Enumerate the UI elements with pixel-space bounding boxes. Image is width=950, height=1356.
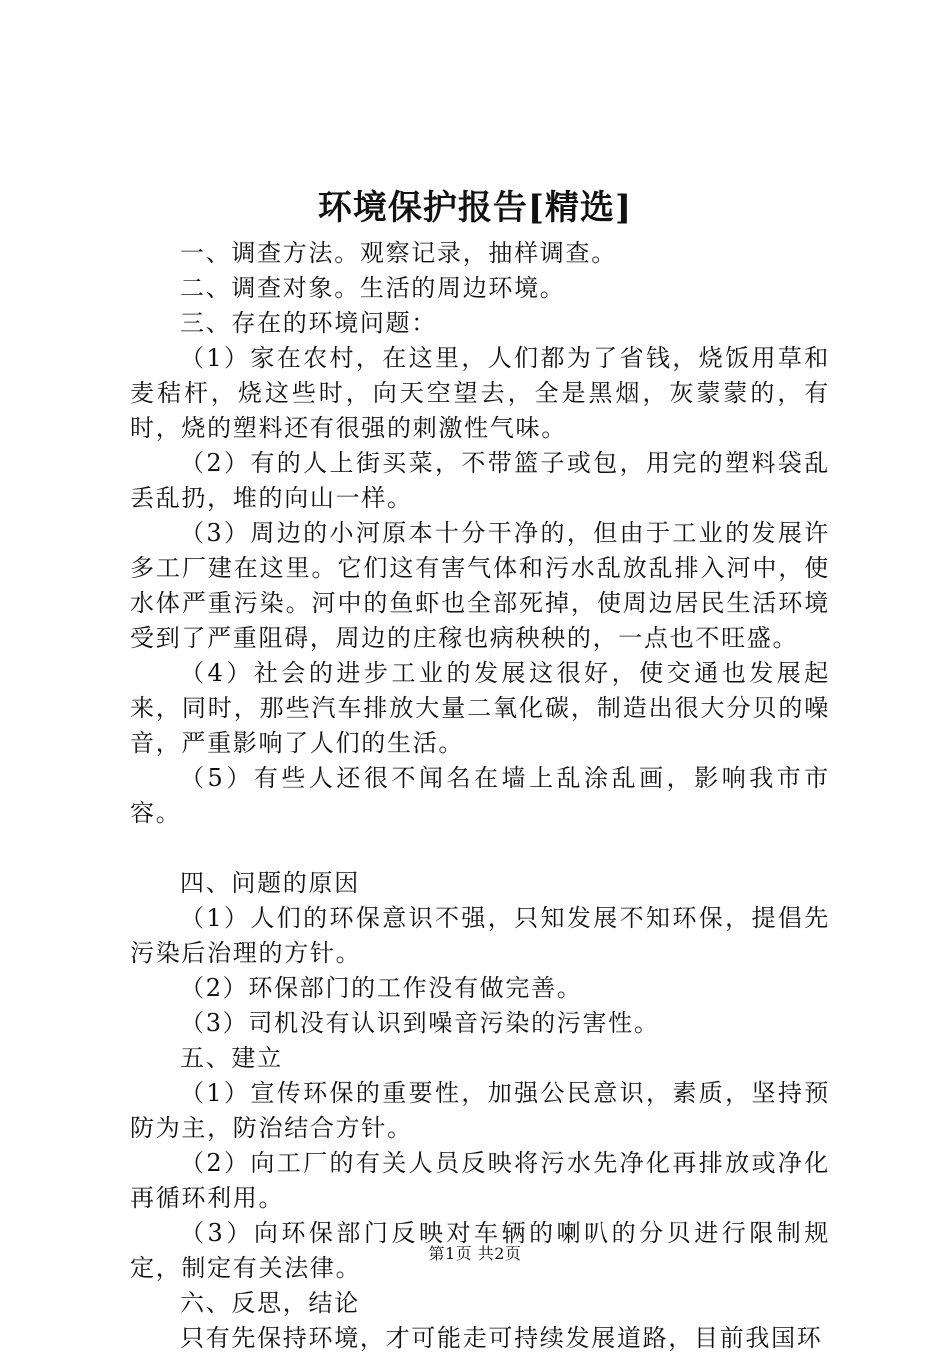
document-body xyxy=(130,236,830,1356)
section-heading-suggestions: 五、建立 xyxy=(180,1044,283,1072)
section-heading-causes: 四、问题的原因 xyxy=(180,869,360,897)
problem-item-1: （1）家在农村，在这里，人们都为了省钱，烧饭用草和麦秸杆，烧这些时，向天空望去，全是黑烟，灰蒙蒙的，有时，烧的塑料还有很强的刺激性气味。 xyxy=(130,344,830,442)
section-heading-problems: 三、存在的环境问题： xyxy=(180,309,437,337)
document-title: 环境保护报告[精选] xyxy=(317,188,633,228)
cause-item-1: （1）人们的环保意识不强，只知发展不知环保，提倡先污染后治理的方针。 xyxy=(130,904,830,967)
problem-item-4: （4）社会的进步工业的发展这很好，使交通也发展起来，同时，那些汽车排放大量二氧化碳，制造出很大分贝的噪音，严重影响了人们的生活。 xyxy=(130,659,830,757)
section-heading-conclusion: 六、反思，结论 xyxy=(180,1289,360,1317)
section-heading-subject: 二、调查对象。生活的周边环境。 xyxy=(180,274,566,302)
suggestion-item-3: （3）向环保部门反映对车辆的喇叭的分贝进行限制规定，制定有关法律。 xyxy=(130,1219,830,1282)
problem-item-3: （3）周边的小河原本十分干净的，但由于工业的发展许多工厂建在这里。它们这有害气体和污水乱放乱排入河中，使水体严重污染。河中的鱼虾也全部死掉，使周边居民生活环境受到了严重阻碍，周边的庄稼也病秧秧的，一点也不旺盛。 xyxy=(130,519,830,652)
problem-item-5: （5）有些人还很不闻名在墙上乱涂乱画，影响我市市容。 xyxy=(130,764,830,827)
problem-item-2: （2）有的人上街买菜，不带篮子或包，用完的塑料袋乱丢乱扔，堆的向山一样。 xyxy=(130,449,830,512)
page-number-footer: 第1页 共2页 xyxy=(428,1244,522,1263)
conclusion-text: 只有先保持环境，才可能走可持续发展道路，目前我国环 xyxy=(180,1324,823,1352)
suggestion-item-1: （1）宣传环保的重要性，加强公民意识，素质，坚持预防为主，防治结合方针。 xyxy=(130,1079,830,1142)
section-heading-method: 一、调查方法。观察记录，抽样调查。 xyxy=(180,239,617,267)
cause-item-3: （3）司机没有认识到噪音污染的污害性。 xyxy=(180,1009,660,1037)
cause-item-2: （2）环保部门的工作没有做完善。 xyxy=(180,974,583,1002)
blank-line xyxy=(130,831,830,866)
suggestion-item-2: （2）向工厂的有关人员反映将污水先净化再排放或净化再循环利用。 xyxy=(130,1149,830,1212)
